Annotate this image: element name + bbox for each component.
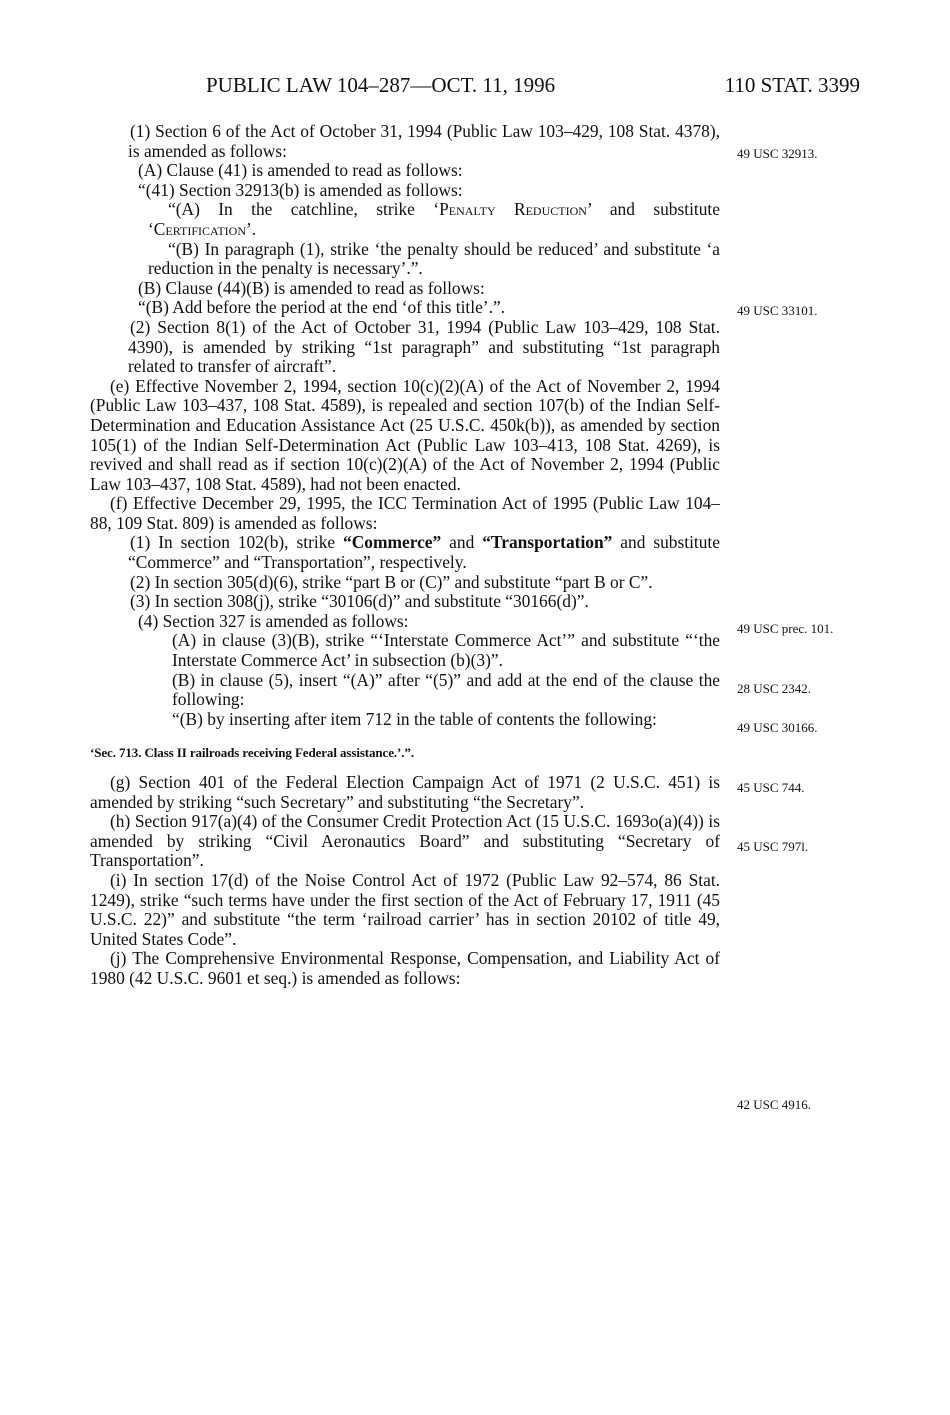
margin-note: 49 USC 30166.	[737, 720, 818, 735]
margin-note: 49 USC 32913.	[737, 146, 818, 161]
f1-pre: (1) In section 102(b), strike	[130, 532, 344, 553]
clause-f4a: (A) in clause (3)(B), strike “‘Interstate Commerce Act’” and substitute “‘the Interstate Commerce Act’ in subsection (b)(3)”.	[172, 630, 720, 671]
catchline-pre: “(A) In the catchline, strike ‘	[168, 199, 440, 220]
clause-b: (B) Clause (44)(B) is amended to read as follows:	[138, 277, 485, 298]
subsection-h: (h) Section 917(a)(4) of the Consumer Credit Protection Act (15 U.S.C. 1693o(a)(4)) is amended by striking “Civil Aeronautics Board” and substituting “Secretary of Transportation”.	[90, 811, 720, 871]
paragraph-f2: (2) In section 305(d)(6), strike “part B or (C)” and substitute “part B or C”.	[130, 571, 653, 592]
paragraph-f4: (4) Section 327 is amended as follows:	[138, 610, 409, 631]
subsection-g: (g) Section 401 of the Federal Election Campaign Act of 1971 (2 U.S.C. 451) is amended by striking “such Secretary” and substituting “the Secretary”.	[90, 772, 720, 812]
clause-f4b: (B) in clause (5), insert “(A)” after “(5)” and add at the end of the clause the following:	[172, 669, 720, 710]
margin-note: 45 USC 744.	[737, 780, 805, 795]
subsection-f: (f) Effective December 29, 1995, the ICC Termination Act of 1995 (Public Law 104–88, 109 Stat. 809) is amended as follows:	[90, 493, 720, 533]
f1-and: and	[441, 532, 483, 553]
paragraph-f3: (3) In section 308(j), strike “30106(d)” and substitute “30166(d)”.	[130, 591, 589, 612]
catchline-post: ’.	[246, 218, 257, 239]
table-of-contents-entry: ‘Sec. 713. Class II railroads receiving Federal assistance.’.”.	[90, 745, 414, 761]
f1-transportation-bold: “Transportation”	[482, 532, 613, 553]
subsection-j: (j) The Comprehensive Environmental Response, Compensation, and Liability Act of 1980 (42 U.S.C. 9601 et seq.) is amended as follows:	[90, 948, 720, 988]
margin-note: 49 USC prec. 101.	[737, 621, 834, 636]
clause-a: (A) Clause (41) is amended to read as follows:	[138, 160, 463, 181]
clause-41: “(41) Section 32913(b) is amended as follows:	[138, 179, 463, 200]
margin-note: 45 USC 797l.	[737, 839, 809, 854]
subsection-e: (e) Effective November 2, 1994, section 10(c)(2)(A) of the Act of November 2, 1994 (Public Law 103–437, 108 Stat. 4589), is repealed and section 107(b) of the Indian Self-Determination and Education Assistance Act (25 U.S.C. 450k(b)), as amended by section 105(1) of the Indian Self-Determination Act (Public Law 103–413, 108 Stat. 4269), is revived and shall read as if section 10(c)(2)(A) of the Act of November 2, 1994 (Public Law 103–437, 108 Stat. 4589), had not been enacted.	[90, 375, 720, 494]
f1-post: and substitute “Commerce” and “Transportation”, respectively.	[128, 532, 720, 573]
paragraph-2: (2) Section 8(1) of the Act of October 31, 1994 (Public Law 103–429, 108 Stat. 4390), is amended by striking “1st paragraph” and substituting “1st paragraph related to transfer of aircraft”.	[128, 316, 720, 377]
catchline-penalty-reduction: Penalty Reduction	[439, 199, 587, 220]
paragraph-b-penalty: “(B) In paragraph (1), strike ‘the penalty should be reduced’ and substitute ‘a reduction in the penalty is necessary’.”.	[148, 238, 720, 279]
header-stat-citation: 110 STAT. 3399	[724, 73, 860, 97]
subsection-i: (i) In section 17(d) of the Noise Control Act of 1972 (Public Law 92–574, 86 Stat. 1249), strike “such terms have under the first section of the Act of February 17, 1911 (45 U.S.C. 22)” and substitute “the term ‘railroad carrier’ has in section 20102 of title 49, United States Code”.	[90, 869, 720, 949]
f1-commerce-bold: “Commerce”	[343, 532, 442, 553]
header-title: PUBLIC LAW 104–287—OCT. 11, 1996	[206, 73, 556, 97]
table-of-contents-instruction: “(B) by inserting after item 712 in the table of contents the following:	[172, 708, 657, 729]
catchline-mid: ’ and substitute ‘	[148, 199, 720, 239]
margin-note: 42 USC 4916.	[737, 1097, 812, 1112]
catchline-certification: Certification	[153, 218, 247, 239]
margin-note: 28 USC 2342.	[737, 681, 812, 696]
clause-b-add: “(B) Add before the period at the end ‘of this title’.”.	[138, 297, 506, 318]
margin-note: 49 USC 33101.	[737, 303, 818, 318]
paragraph-1: (1) Section 6 of the Act of October 31, 1994 (Public Law 103–429, 108 Stat. 4378), is amended as follows:	[128, 121, 720, 161]
